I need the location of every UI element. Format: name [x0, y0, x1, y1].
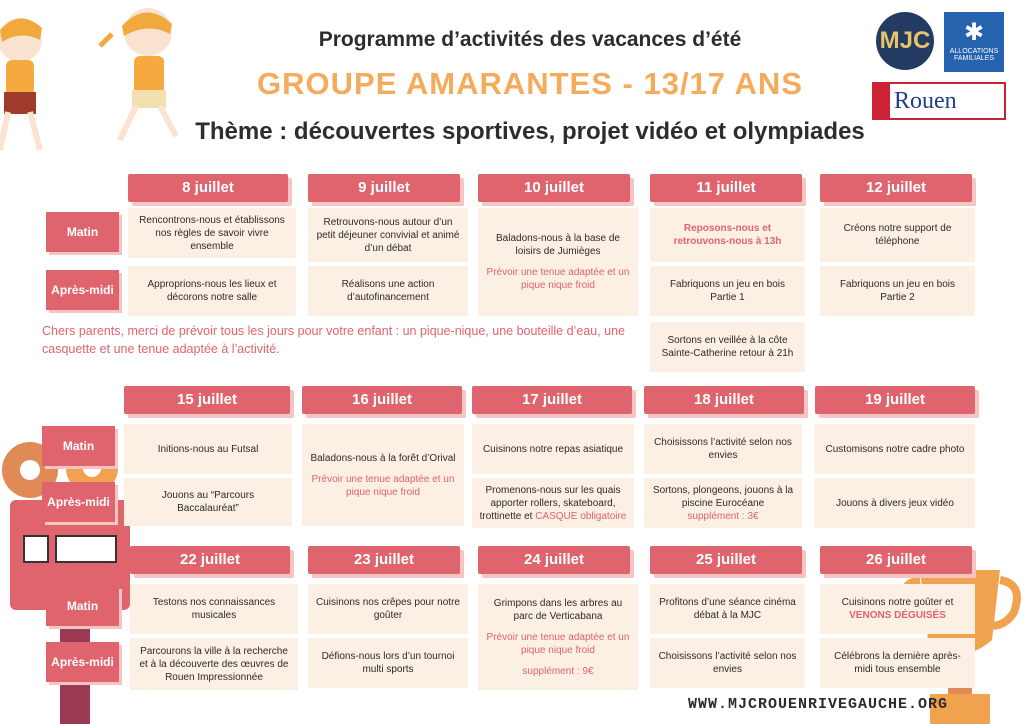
rouen-logo	[872, 82, 1006, 120]
caf-logo	[944, 12, 1004, 72]
activity-text: Cuisinons notre goûter et	[841, 597, 954, 608]
activity-text: Défions-nous lors d’un tournoi multi sports	[321, 651, 455, 675]
activity-supplement: supplément : 9€	[522, 665, 594, 677]
activity-text: Cuisinons notre repas asiatique	[482, 443, 624, 455]
activity-text: Cuisinons nos crêpes pour notre goûter	[316, 597, 460, 621]
day-header: 15 juillet	[124, 386, 290, 414]
activity-note: Prévoir une tenue adaptée et un pique nique froid	[486, 631, 630, 656]
website-url: WWW.MJCROUENRIVEGAUCHE.ORG	[688, 696, 949, 713]
activity-cell	[644, 424, 802, 474]
activity-text-main: Promenons-nous sur les quais apporter rollers, skateboard, trottinette et	[479, 484, 621, 522]
activity-note: Prévoir une tenue adaptée et un pique nique froid	[486, 267, 630, 291]
label-afternoon: Après-midi	[46, 642, 119, 682]
activity-cell	[820, 266, 975, 316]
activity-text: Choisissons l’activité selon nos envies	[654, 437, 792, 461]
activity-cell	[815, 424, 975, 474]
day-header: 8 juillet	[128, 174, 288, 202]
day-header: 17 juillet	[472, 386, 632, 414]
day-header: 26 juillet	[820, 546, 972, 574]
activity-cell	[308, 208, 468, 262]
day-header: 19 juillet	[815, 386, 975, 414]
group-title: GROUPE AMARANTES - 13/17 ANS	[257, 66, 803, 101]
activity-text: Fabriquons un jeu en bois Partie 2	[839, 279, 956, 303]
activity-cell	[308, 638, 468, 688]
day-header: 16 juillet	[302, 386, 462, 414]
activity-text: Fabriquons un jeu en bois Partie 1	[669, 279, 786, 303]
label-morning: Matin	[42, 426, 115, 466]
activity-text: Baladons-nous à la base de loisirs de Jumièges	[496, 233, 620, 257]
activity-cell	[124, 478, 292, 526]
day-header: 12 juillet	[820, 174, 972, 202]
program-title: Programme d’activités des vacances d’été	[318, 28, 742, 51]
activity-text: Jouons au “Parcours Baccalauréat”	[161, 490, 255, 514]
activity-cell	[308, 266, 468, 316]
activity-text: Réalisons une action d’autofinancement	[341, 279, 435, 303]
activity-text: Sortons en veillée à la côte Sainte-Catherine retour à 21h	[661, 335, 794, 359]
activity-cell	[302, 424, 464, 526]
theme-title: Thème : découvertes sportives, projet vidéo et olympiades	[195, 118, 865, 145]
day-header: 9 juillet	[308, 174, 460, 202]
activity-text: Sortons, plongeons, jouons à la piscine Eurocéane	[652, 484, 794, 509]
activity-cell	[820, 584, 975, 634]
activity-note: Prévoir une tenue adaptée et un pique nique froid	[311, 473, 455, 498]
activity-text: Profitons d’une séance cinéma débat à la MJC	[659, 597, 796, 621]
activity-note: supplément : 3€	[687, 510, 759, 522]
activity-cell	[128, 208, 296, 258]
label-morning: Matin	[46, 212, 119, 252]
label-afternoon: Après-midi	[46, 270, 119, 310]
activity-cell	[128, 266, 296, 316]
activity-cell	[130, 584, 298, 634]
activity-cell	[650, 266, 805, 316]
caf-logo-text: ALLOCATIONS FAMILIALES	[949, 48, 999, 62]
activity-text: Approprions-nous les lieux et décorons notre salle	[147, 279, 277, 303]
day-header: 22 juillet	[130, 546, 290, 574]
label-morning: Matin	[46, 586, 119, 626]
activity-cell	[472, 478, 634, 528]
day-header: 18 juillet	[644, 386, 804, 414]
activity-cell	[650, 584, 805, 634]
activity-text: Parcourons la ville à la recherche et à la découverte des œuvres de Rouen Impressionnée	[139, 645, 289, 683]
activity-text: Customisons notre cadre photo	[825, 443, 965, 455]
activity-cell	[820, 638, 975, 688]
day-header: 10 juillet	[478, 174, 630, 202]
mjc-logo: MJC	[876, 12, 934, 70]
activity-cell	[478, 208, 638, 316]
activity-text: Célébrons la dernière après-midi tous ensemble	[834, 651, 961, 675]
activity-text: Reposons-nous et retrouvons-nous à 13h	[673, 223, 782, 247]
activity-text: Rencontrons-nous et établissons nos règles de savoir vivre ensemble	[139, 214, 285, 252]
activity-text: Baladons-nous à la forêt d’Orival	[310, 452, 456, 464]
activity-cell	[478, 584, 638, 690]
activity-text: Retrouvons-nous autour d’un petit déjeuner convivial et animé d’un débat	[316, 216, 460, 254]
activity-text: Testons nos connaissances musicales	[152, 597, 276, 621]
activity-text: Grimpons dans les arbres au parc de Verticabana	[493, 597, 623, 622]
activity-text	[478, 484, 628, 523]
activity-cell	[650, 322, 805, 372]
day-header: 23 juillet	[308, 546, 460, 574]
activity-text: Jouons à divers jeux vidéo	[836, 497, 954, 509]
rouen-logo-text: Rouen	[894, 88, 957, 114]
activity-text-warning: CASQUE obligatoire	[535, 510, 627, 522]
label-afternoon: Après-midi	[42, 482, 115, 522]
activity-cell	[124, 424, 292, 474]
activity-text: Créons notre support de téléphone	[843, 223, 952, 247]
family-icon: ✱	[963, 19, 985, 46]
activity-cell	[820, 208, 975, 262]
parents-notice: Chers parents, merci de prévoir tous les jours pour votre enfant : un pique-nique, une bouteille d’eau, une casquette et une tenue adaptée à l’activité.	[42, 324, 625, 356]
day-header: 11 juillet	[650, 174, 802, 202]
activity-text: Initions-nous au Futsal	[157, 443, 259, 455]
activity-cell	[472, 424, 634, 474]
activity-cell	[644, 478, 802, 528]
day-header: 24 juillet	[478, 546, 630, 574]
activity-cell	[308, 584, 468, 634]
activity-cell	[650, 208, 805, 262]
activity-text: Choisissons l’activité selon nos envies	[658, 651, 797, 675]
activity-cell	[130, 638, 298, 690]
activity-cell	[650, 638, 805, 688]
activity-text-warning: VENONS DÉGUISÉS	[849, 610, 946, 621]
activity-cell	[815, 478, 975, 528]
day-header: 25 juillet	[650, 546, 802, 574]
